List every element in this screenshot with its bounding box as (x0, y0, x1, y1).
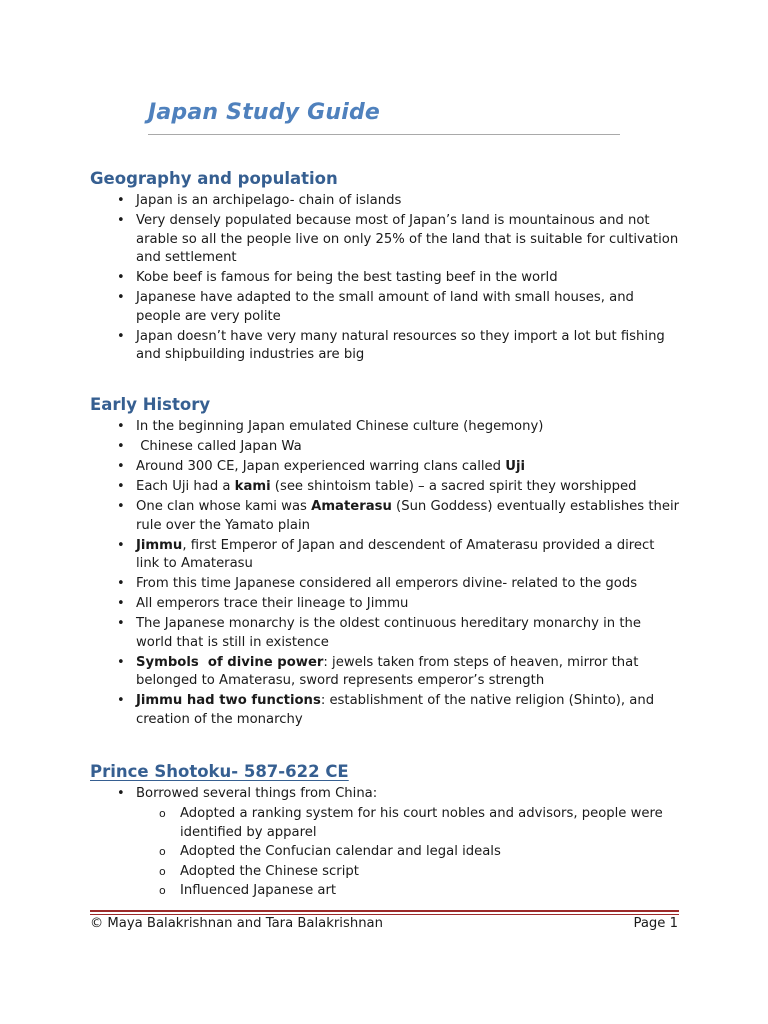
list-item: • Jimmu, first Emperor of Japan and descendent of Amaterasu provided a direct link to Amaterasu (117, 537, 655, 571)
circle-bullet-icon: o (159, 807, 166, 820)
bullet-icon: • (117, 499, 125, 514)
list-item: • Very densely populated because most of Japan’s land is mountainous and not arable so all the people live on only 25% of the land that is suitable for cultivation and settlement (117, 213, 679, 265)
bullet-icon: • (117, 596, 125, 611)
list-item: • Jimmu had two functions: establishment of the native religion (Shinto), and creation of the monarchy (117, 693, 655, 727)
bullet-icon: • (117, 786, 125, 801)
footer-copyright: © Maya Balakrishnan and Tara Balakrishnan (90, 916, 384, 931)
list-item: • Each Uji had a kami (see shintoism table) – a sacred spirit they worshipped (90, 478, 680, 497)
bullet-icon: • (117, 193, 125, 208)
bullet-icon: • (117, 654, 125, 670)
bullet-icon: • (117, 576, 125, 591)
bullet-icon: • (117, 213, 125, 228)
early-history-heading: Early History (90, 395, 211, 414)
sub-list-item: o Adopted a ranking system for his court nobles and advisors, people were identified by apparel (159, 806, 663, 840)
circle-bullet-icon: o (159, 845, 166, 858)
circle-bullet-icon: o (159, 884, 166, 897)
geography-heading: Geography and population (90, 169, 338, 188)
footer-page-number: Page 1 (633, 916, 678, 931)
bullet-icon: • (117, 693, 125, 708)
bullet-icon: • (117, 616, 125, 631)
list-item: • In the beginning Japan emulated Chinese culture (hegemony) (90, 418, 680, 437)
list-item: • The Japanese monarchy is the oldest continuous hereditary monarchy in the world that is still in existence (117, 616, 641, 650)
sub-list-item: o Influenced Japanese art (90, 882, 680, 901)
footer-divider-thin (90, 914, 679, 915)
footer-divider-thick (90, 910, 679, 912)
bullet-icon: • (117, 290, 125, 305)
bullet-icon: • (117, 459, 125, 474)
list-item: • Around 300 CE, Japan experienced warring clans called Uji (90, 458, 680, 477)
shotoku-list (90, 785, 680, 804)
list-item: • One clan whose kami was Amaterasu (Sun Goddess) eventually establishes their rule over the Yamato plain (117, 499, 680, 533)
list-item: • Japan is an archipelago- chain of islands (90, 192, 680, 211)
title-divider (148, 134, 620, 135)
geography-section (90, 168, 680, 366)
bullet-icon: • (117, 479, 125, 494)
list-item: • Kobe beef is famous for being the best tasting beef in the world (90, 269, 680, 288)
list-item: • Japan doesn’t have very many natural resources so they import a lot but fishing and shipbuilding industries are big (117, 328, 665, 362)
early-history-section (90, 394, 680, 731)
bullet-icon: • (117, 419, 125, 434)
early-history-list (90, 418, 680, 729)
geography-list (90, 192, 680, 365)
bullet-icon: • (117, 270, 125, 285)
list-item: • Japanese have adapted to the small amount of land with small houses, and people are very polite (117, 290, 634, 324)
sub-list-item: o Adopted the Chinese script (90, 863, 680, 882)
document-title: Japan Study Guide (148, 100, 381, 125)
bullet-icon: • (117, 328, 125, 344)
shotoku-section (90, 761, 680, 902)
list-item: • Symbols of divine power: jewels taken from steps of heaven, mirror that belonged to Amaterasu, sword represents emperor’s strength (117, 654, 639, 688)
sub-list-item: o Adopted the Confucian calendar and legal ideals (90, 843, 680, 862)
bullet-icon: • (117, 537, 125, 553)
list-item: • From this time Japanese considered all emperors divine- related to the gods (90, 575, 680, 594)
shotoku-heading: Prince Shotoku- 587-622 CE (90, 762, 349, 781)
circle-bullet-icon: o (159, 864, 166, 878)
bullet-icon: • (117, 439, 125, 454)
list-item: • Borrowed several things from China: (90, 785, 680, 804)
list-item: • All emperors trace their lineage to Jimmu (90, 595, 680, 614)
list-item: • Chinese called Japan Wa (90, 438, 680, 457)
shotoku-sublist (90, 805, 680, 901)
